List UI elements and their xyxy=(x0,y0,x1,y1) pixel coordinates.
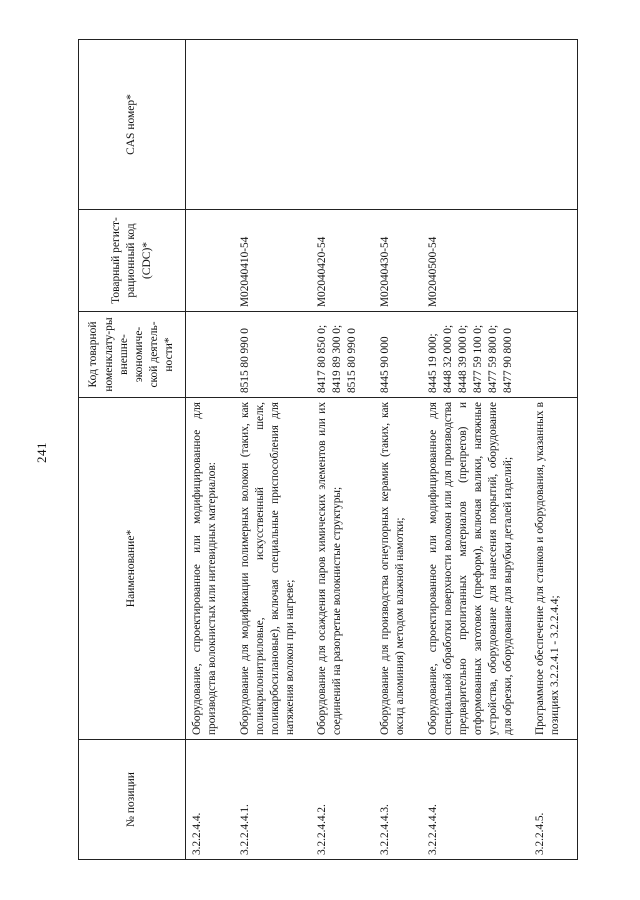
cell-cdc xyxy=(186,210,234,312)
cell-cas xyxy=(374,40,422,210)
cell-name: Оборудование для модификации полимерных волокон (таких, как полиакрилонитриловые, искусственный шелк, поликарбосилановые), включая специальные приспособления для натяжения волокон при нагреве; xyxy=(234,398,312,740)
cell-name: Программное обеспечение для станков и оборудования, указанных в позициях 3.2.2.4.1 - 3.2.2.4.4; xyxy=(529,398,577,740)
cell-code xyxy=(186,312,234,398)
cell-cdc: M02040420-54 xyxy=(311,210,374,312)
cell-position: 3.2.2.4.4.3. xyxy=(374,740,422,860)
cell-code: 8515 80 990 0 xyxy=(234,312,312,398)
cell-code: 8445 19 000; 8448 32 000 0; 8448 39 000 0; 8477 59 100 0; 8477 59 800 0; 8477 90 800 0 xyxy=(422,312,529,398)
cell-code xyxy=(529,312,577,398)
cell-cdc: M02040500-54 xyxy=(422,210,529,312)
cell-position: 3.2.2.4.4.2. xyxy=(311,740,374,860)
cell-name: Оборудование, спроектированное или модифицированное для производства волокнистых или нитевидных материалов: xyxy=(186,398,234,740)
cell-name: Оборудование для осаждения паров химических элементов или их соединений на разогретые волокнистые структуры; xyxy=(311,398,374,740)
header-name: Наименование* xyxy=(79,398,186,740)
cell-cdc xyxy=(529,210,577,312)
cell-name: Оборудование, спроектированное или модифицированное для специальной обработки поверхности волокон или для производства предварительно пропитанных материалов (препрегов) и отформованных заготовок (преформ), включая валики, натяжные устройства, оборудование для нанесения покрытий, оборудование для обрезки, оборудование для вырубки деталей изделий; xyxy=(422,398,529,740)
table-header-row xyxy=(79,40,186,860)
cell-position: 3.2.2.4.5. xyxy=(529,740,577,860)
rotated-document-page xyxy=(34,40,578,860)
cell-cas xyxy=(186,40,234,210)
cell-cdc: M02040430-54 xyxy=(374,210,422,312)
table-row xyxy=(374,40,422,860)
header-tnved-code: Код товарной номенклату-ры внешне-экономиче-ской деятель-ности* xyxy=(79,312,186,398)
cell-code: 8445 90 000 xyxy=(374,312,422,398)
cell-cas xyxy=(234,40,312,210)
cell-cas xyxy=(422,40,529,210)
header-cas: CAS номер* xyxy=(79,40,186,210)
cell-cas xyxy=(311,40,374,210)
table-row xyxy=(529,40,577,860)
cell-position: 3.2.2.4.4.1. xyxy=(234,740,312,860)
cell-position: 3.2.2.4.4. xyxy=(186,740,234,860)
cell-position: 3.2.2.4.4.4. xyxy=(422,740,529,860)
cell-name: Оборудование для производства огнеупорных керамик (таких, как оксид алюминия) методом влажной намотки; xyxy=(374,398,422,740)
page-number: 241 xyxy=(34,442,49,463)
goods-table xyxy=(78,39,578,860)
table-row xyxy=(311,40,374,860)
table-row xyxy=(422,40,529,860)
cell-cas xyxy=(529,40,577,210)
table-row xyxy=(234,40,312,860)
header-cdc: Товарный регист-рационный код (CDC)* xyxy=(79,210,186,312)
cell-cdc: M02040410-54 xyxy=(234,210,312,312)
cell-code: 8417 80 850 0; 8419 89 300 0; 8515 80 990 0 xyxy=(311,312,374,398)
table-row xyxy=(186,40,234,860)
header-position: № позиции xyxy=(79,740,186,860)
